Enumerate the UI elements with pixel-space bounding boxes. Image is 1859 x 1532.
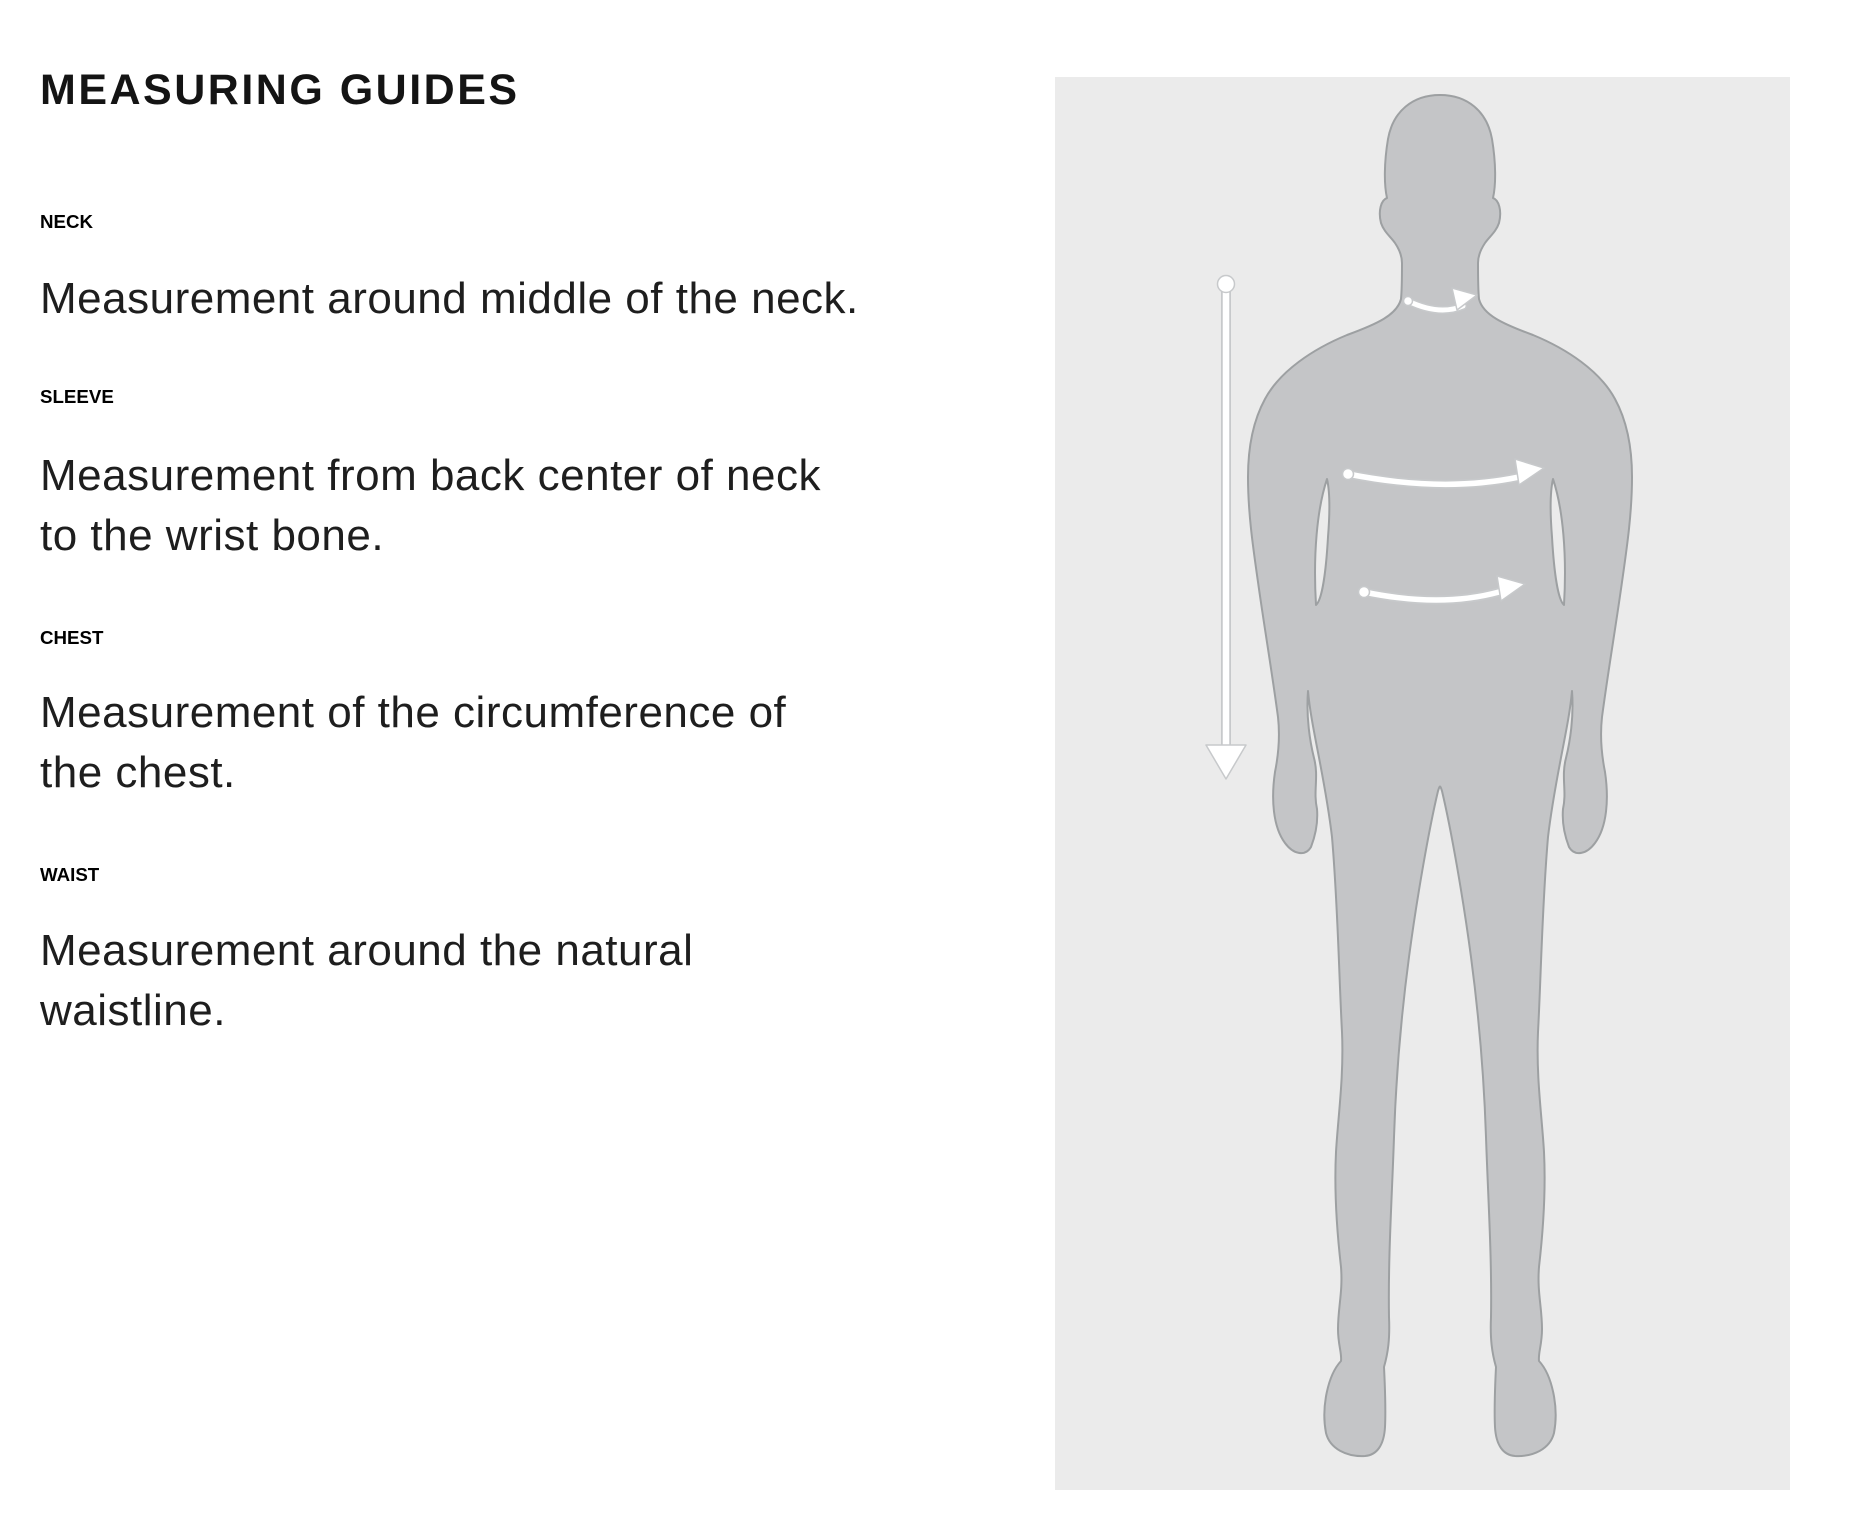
section-heading-chest: CHEST (40, 627, 104, 648)
measurement-figure (1055, 77, 1790, 1490)
section-desc-waist (40, 921, 693, 1041)
desc-line: to the wrist bone. (40, 511, 385, 560)
waist-arrow-start-dot (1359, 587, 1370, 598)
section-desc-neck (40, 269, 859, 329)
page-title: MEASURING GUIDES (40, 66, 520, 114)
desc-line: Measurement of the circumference of (40, 688, 787, 737)
body-silhouette (1248, 95, 1632, 1456)
section-desc-chest (40, 683, 786, 803)
measurement-figure-panel (1055, 77, 1790, 1490)
neck-arrow-start-dot (1404, 297, 1413, 306)
section-desc-sleeve (40, 446, 821, 566)
desc-line: waistline. (40, 986, 226, 1035)
desc-line: Measurement around middle of the neck. (40, 274, 859, 323)
height-arrow-head (1206, 745, 1246, 779)
section-heading-sleeve: SLEEVE (40, 386, 114, 407)
height-measure-arrow-icon (1206, 276, 1246, 780)
section-heading-waist: WAIST (40, 864, 100, 885)
desc-line: Measurement around the natural (40, 926, 694, 975)
section-heading-neck: NECK (40, 211, 93, 232)
desc-line: Measurement from back center of neck (40, 451, 821, 500)
desc-line: the chest. (40, 748, 236, 797)
height-arrow-start-dot (1218, 276, 1235, 293)
chest-arrow-start-dot (1343, 469, 1354, 480)
